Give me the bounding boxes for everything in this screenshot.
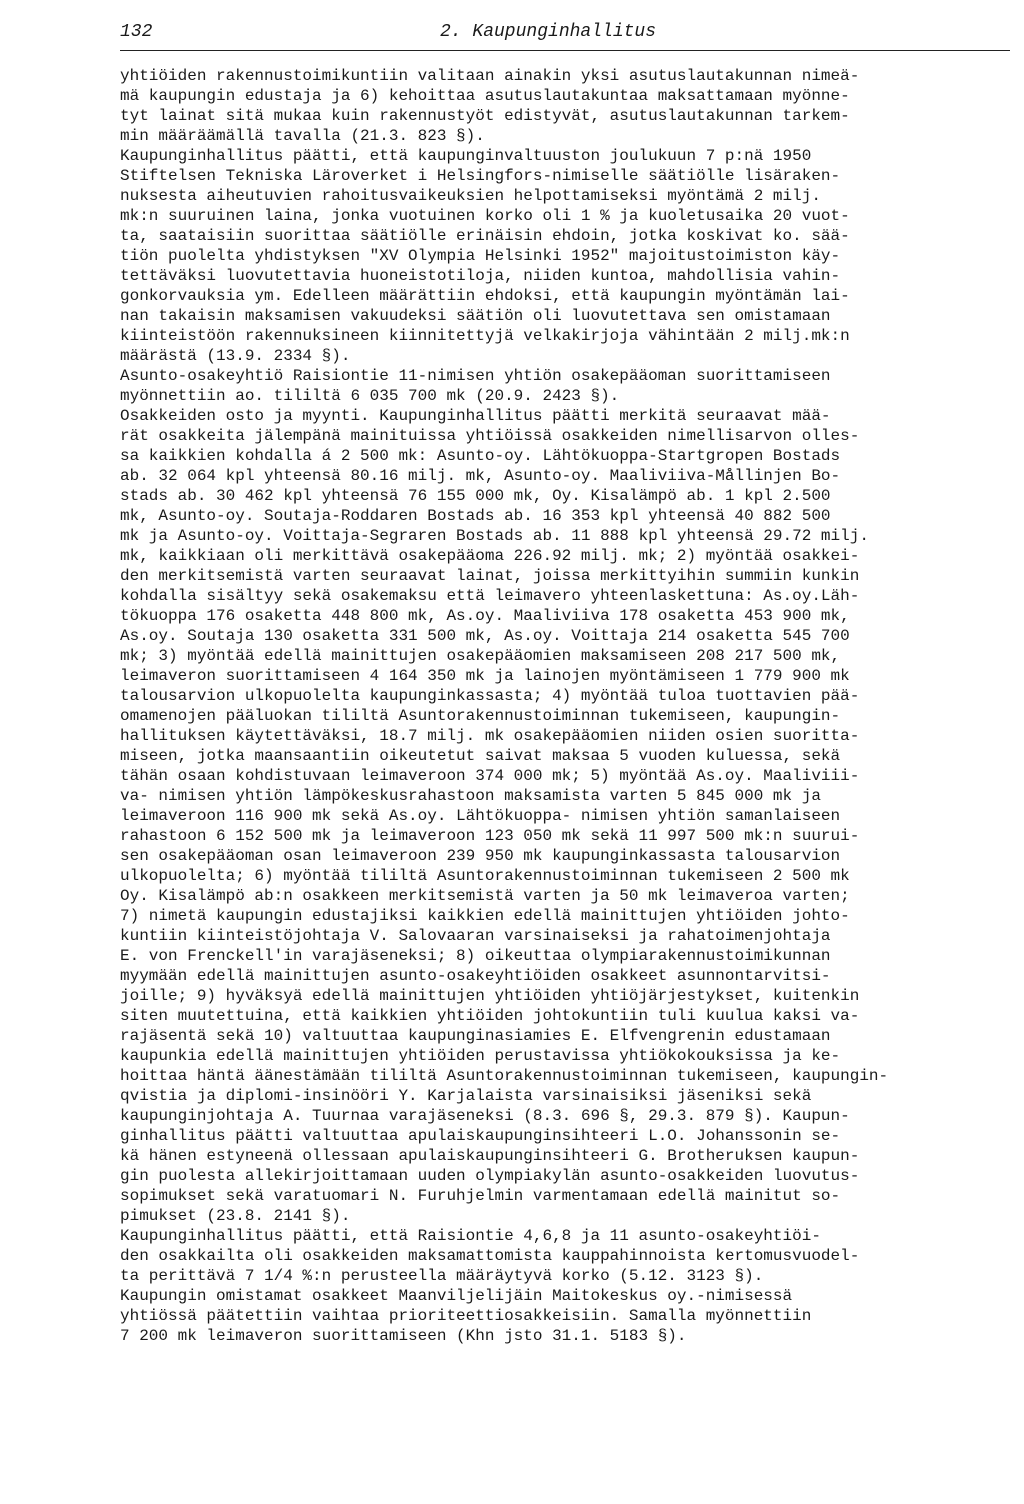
text-line: Stiftelsen Tekniska Läroverket i Helsingfors-nimiselle säätiölle lisäraken- [120,167,841,185]
text-line: mä kaupungin edustaja ja 6) kehoittaa asutuslautakuntaa maksattamaan myönne- [120,87,850,105]
text-line: siten muutettuina, että kaikkien yhtiöiden johtokuntiin tuli kuulua kaksi va- [120,1007,860,1025]
text-line: 7 200 mk leimaveron suorittamiseen (Khn jsto 31.1. 5183 §). [120,1327,687,1345]
text-line: den merkitsemistä varten seuraavat lainat, joissa merkittyihin summiin kunkin [120,567,860,585]
text-line: ab. 32 064 kpl yhteensä 80.16 milj. mk, Asunto-oy. Maaliviiva-Mållinjen Bo- [120,467,841,485]
text-line: joille; 9) hyväksyä edellä mainittujen yhtiöiden yhtiöjärjestykset, kuitenkin [120,987,860,1005]
text-line: ta, saataisiin suorittaa säätiölle erinäisin ehdoin, jotka koskivat ko. sää- [120,227,850,245]
text-line: mk:n suuruinen laina, jonka vuotuinen korko oli 1 % ja kuoletusaika 20 vuot- [120,207,850,225]
text-line: hoittaa häntä äänestämään tililtä Asuntorakennustoiminnan tukemiseen, kaupungin- [120,1067,889,1085]
text-line: yhtiössä päätettiin vaihtaa prioriteettiosakkeisiin. Samalla myönnettiin [120,1307,812,1325]
text-line: Kaupungin omistamat osakkeet Maanviljelijäin Maitokeskus oy.-nimisessä [120,1287,793,1305]
text-line: sen osakepääoman osan leimaveroon 239 950 mk kaupunginkassasta talousarvion [120,847,841,865]
text-line: gin puolesta allekirjoittamaan uuden olympiakylän asunto-osakkeiden luovutus- [120,1167,860,1185]
text-line: stads ab. 30 462 kpl yhteensä 76 155 000 mk, Oy. Kisalämpö ab. 1 kpl 2.500 [120,487,831,505]
text-line: mk ja Asunto-oy. Voittaja-Segraren Bostads ab. 11 888 kpl yhteensä 29.72 milj. [120,527,869,545]
text-line: myymään edellä mainittujen asunto-osakeyhtiöiden osakkeet asunnontarvitsi- [120,967,831,985]
text-line: määrästä (13.9. 2334 §). [120,347,351,365]
text-line: hallituksen käytettäväksi, 18.7 milj. mk osakepääomien niiden osien suoritta- [120,727,860,745]
text-line: kä hänen estyneenä ollessaan apulaiskaupunginsihteeri G. Brotheruksen kaupun- [120,1147,860,1165]
text-line: myönnettiin ao. tililtä 6 035 700 mk (20.9. 2423 §). [120,387,620,405]
text-line: Osakkeiden osto ja myynti. Kaupunginhallitus päätti merkitä seuraavat mää- [120,407,831,425]
text-line: ginhallitus päätti valtuuttaa apulaiskaupunginsihteeri L.O. Johanssonin se- [120,1127,841,1145]
running-head: 2. Kaupunginhallitus [440,22,657,42]
text-line: sa kaikkien kohdalla á 2 500 mk: Asunto-oy. Lähtökuoppa-Startgropen Bostads [120,447,841,465]
text-line: omamenojen pääluokan tililtä Asuntorakennustoiminnan tukemiseen, kaupungin- [120,707,841,725]
page-header [120,20,1010,50]
text-line: kiinteistöön rakennuksineen kiinnitettyjä velkakirjoja vähintään 2 milj.mk:n [120,327,850,345]
text-line: Oy. Kisalämpö ab:n osakkeen merkitsemistä varten ja 50 mk leimaveroa varten; [120,887,850,905]
text-line: mk; 3) myöntää edellä mainittujen osakepääomien maksamiseen 208 217 500 mk, [120,647,841,665]
text-line: leimaveroon 116 900 mk sekä As.oy. Lähtökuoppa- nimisen yhtiön samanlaiseen [120,807,841,825]
text-line: 7) nimetä kaupungin edustajiksi kaikkien edellä mainittujen yhtiöiden johto- [120,907,850,925]
text-line: Kaupunginhallitus päätti, että kaupunginvaltuuston joulukuun 7 p:nä 1950 [120,147,812,165]
text-line: rahastoon 6 152 500 mk ja leimaveroon 123 050 mk sekä 11 997 500 mk:n suurui- [120,827,860,845]
text-line: miseen, jotka maansaantiin oikeutetut saivat maksaa 5 vuoden kuluessa, sekä [120,747,841,765]
text-line: va- nimisen yhtiön lämpökeskusrahastoon maksamista varten 5 845 000 mk ja [120,787,821,805]
text-line: leimaveron suorittamiseen 4 164 350 mk ja lainojen myöntämiseen 1 779 900 mk [120,667,850,685]
text-line: yhtiöiden rakennustoimikuntiin valitaan ainakin yksi asutuslautakunnan nimeä- [120,67,860,85]
text-line: qvistia ja diplomi-insinööri Y. Karjalaista varsinaisiksi jäseniksi sekä [120,1087,812,1105]
text-line: mk, Asunto-oy. Soutaja-Roddaren Bostads ab. 16 353 kpl yhteensä 40 882 500 [120,507,831,525]
text-line: sopimukset sekä varatuomari N. Furuhjelmin varmentamaan edellä mainitut so- [120,1187,841,1205]
text-line: nan takaisin maksamisen vakuudeksi säätiön oli luovutettava sen omistamaan [120,307,831,325]
text-line: As.oy. Soutaja 130 osaketta 331 500 mk, As.oy. Voittaja 214 osaketta 545 700 [120,627,850,645]
text-line: min määräämällä tavalla (21.3. 823 §). [120,127,485,145]
text-line: rät osakkeita jälempänä mainituissa yhtiöissä osakkeiden nimellisarvon olles- [120,427,860,445]
text-line: ulkopuolelta; 6) myöntää tililtä Asuntorakennustoiminnan tukemiseen 2 500 mk [120,867,850,885]
text-line: tökuoppa 176 osaketta 448 800 mk, As.oy. Maaliviiva 178 osaketta 453 900 mk, [120,607,850,625]
page-number: 132 [120,22,153,42]
text-line: nuksesta aiheutuvien rahoitusvaikeuksien helpottamiseksi myöntämä 2 milj. [120,187,821,205]
header-rule [120,50,1010,51]
text-line: talousarvion ulkopuolelta kaupunginkassasta; 4) myöntää tuloa tuottavien pää- [120,687,860,705]
text-line: gonkorvauksia ym. Edelleen määrättiin ehdoksi, että kaupungin myöntämän lai- [120,287,850,305]
text-line: kaupunkia edellä mainittujen yhtiöiden perustavissa yhtiökokouksissa ja ke- [120,1047,841,1065]
text-line: tiön puolelta yhdistyksen "XV Olympia Helsinki 1952" majoitustoimiston käy- [120,247,841,265]
text-line: ta perittävä 7 1/4 %:n perusteella määräytyvä korko (5.12. 3123 §). [120,1267,764,1285]
text-line: tettäväksi luovutettavia huoneistotiloja, niiden kuntoa, mahdollisia vahin- [120,267,841,285]
text-line: den osakkailta oli osakkeiden maksamattomista kauppahinnoista kertomusvuodel- [120,1247,860,1265]
text-line: E. von Frenckell'in varajäseneksi; 8) oikeuttaa olympiarakennustoimikunnan [120,947,831,965]
text-line: tyt lainat sitä mukaa kuin rakennustyöt edistyvät, asutuslautakunnan tarkem- [120,107,850,125]
text-line: pimukset (23.8. 2141 §). [120,1207,351,1225]
text-line: Kaupunginhallitus päätti, että Raisiontie 4,6,8 ja 11 asunto-osakeyhtiöi- [120,1227,821,1245]
text-line: Asunto-osakeyhtiö Raisiontie 11-nimisen yhtiön osakepääoman suorittamiseen [120,367,831,385]
text-line: mk, kaikkiaan oli merkittävä osakepääoma 226.92 milj. mk; 2) myöntää osakkei- [120,547,860,565]
text-line: kuntiin kiinteistöjohtaja V. Salovaaran varsinaiseksi ja rahatoimenjohtaja [120,927,831,945]
text-line: kaupunginjohtaja A. Tuurnaa varajäseneksi (8.3. 696 §, 29.3. 879 §). Kaupun- [120,1107,850,1125]
text-line: tähän osaan kohdistuvaan leimaveroon 374 000 mk; 5) myöntää As.oy. Maaliviii- [120,767,860,785]
body-text [120,66,1010,1346]
text-line: kohdalla sisältyy sekä osakemaksu että leimavero yhteenlaskettuna: As.oy.Läh- [120,587,860,605]
text-line: rajäsentä sekä 10) valtuuttaa kaupunginasiamies E. Elfvengrenin edustamaan [120,1027,831,1045]
